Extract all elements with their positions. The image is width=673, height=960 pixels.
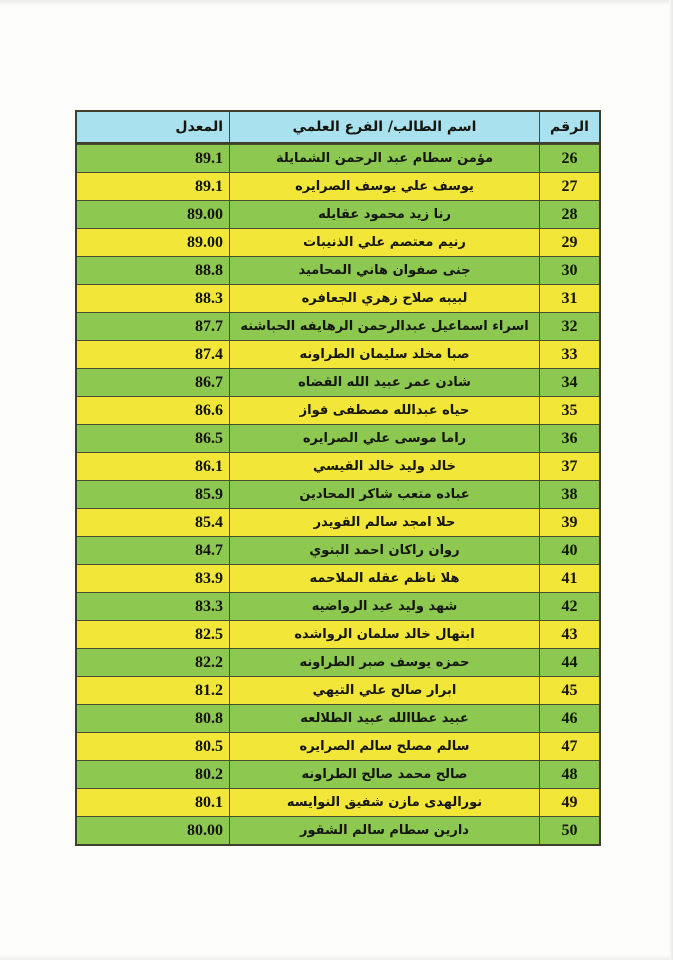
name-cell: صالح محمد صالح الطراونه [229, 761, 539, 788]
rank-cell: 31 [539, 285, 599, 312]
score-cell: 82.2 [195, 653, 223, 671]
rank-cell: 50 [539, 817, 599, 844]
table-row [77, 368, 599, 396]
name-cell: حياه عبدالله مصطفى فواز [229, 397, 539, 424]
name-cell: رنيم معتصم علي الذنيبات [229, 229, 539, 256]
table-row [77, 228, 599, 256]
rank-cell: 41 [539, 565, 599, 592]
name-cell: صبا مخلد سليمان الطراونه [229, 341, 539, 368]
rank-cell: 36 [539, 425, 599, 452]
score-cell: 86.6 [195, 401, 223, 419]
score-cell: 80.00 [187, 821, 223, 839]
score-cell: 85.9 [195, 485, 223, 503]
rank-cell: 47 [539, 733, 599, 760]
name-cell: شهد وليد عيد الرواضيه [229, 593, 539, 620]
rank-cell: 26 [539, 145, 599, 172]
rank-cell: 43 [539, 621, 599, 648]
score-cell: 84.7 [195, 541, 223, 559]
grades-table [75, 110, 601, 846]
name-cell: خالد وليد خالد القيسي [229, 453, 539, 480]
score-cell: 89.00 [187, 205, 223, 223]
rank-cell: 28 [539, 201, 599, 228]
rank-cell: 44 [539, 649, 599, 676]
table-row [77, 452, 599, 480]
name-cell: راما موسى علي الصرايره [229, 425, 539, 452]
rank-cell: 49 [539, 789, 599, 816]
score-cell: 86.5 [195, 429, 223, 447]
header-average: المعدل [175, 119, 223, 135]
rank-cell: 48 [539, 761, 599, 788]
score-cell: 88.3 [195, 289, 223, 307]
name-cell: يوسف علي يوسف الصرايره [229, 173, 539, 200]
score-cell: 80.1 [195, 793, 223, 811]
name-cell: سالم مصلح سالم الصرايره [229, 733, 539, 760]
rank-cell: 30 [539, 257, 599, 284]
table-row [77, 732, 599, 760]
name-cell: جنى صفوان هاني المحاميد [229, 257, 539, 284]
rank-cell: 32 [539, 313, 599, 340]
name-cell: عباده متعب شاكر المحادين [229, 481, 539, 508]
name-cell: حلا امجد سالم القويدر [229, 509, 539, 536]
rank-cell: 39 [539, 509, 599, 536]
rank-cell: 37 [539, 453, 599, 480]
name-cell: دارين سطام سالم الشقور [229, 817, 539, 844]
table-row [77, 340, 599, 368]
table-row [77, 592, 599, 620]
table-row [77, 200, 599, 228]
score-cell: 86.7 [195, 373, 223, 391]
name-cell: اسراء اسماعيل عبدالرحمن الرهايفه الحباشنه [229, 313, 539, 340]
rank-cell: 34 [539, 369, 599, 396]
rank-cell: 45 [539, 677, 599, 704]
score-cell: 85.4 [195, 513, 223, 531]
table-row [77, 396, 599, 424]
rank-cell: 27 [539, 173, 599, 200]
score-cell: 83.3 [195, 597, 223, 615]
table-row [77, 564, 599, 592]
score-cell: 80.2 [195, 765, 223, 783]
name-cell: روان راكان احمد البنوي [229, 537, 539, 564]
table-row [77, 508, 599, 536]
table-row [77, 424, 599, 452]
score-cell: 87.7 [195, 317, 223, 335]
table-row [77, 648, 599, 676]
table-row [77, 816, 599, 844]
score-cell: 89.1 [195, 149, 223, 167]
name-cell: ابتهال خالد سلمان الرواشده [229, 621, 539, 648]
table-row [77, 676, 599, 704]
name-cell: لبيبه صلاح زهري الجعافره [229, 285, 539, 312]
table-row [77, 312, 599, 340]
rank-cell: 38 [539, 481, 599, 508]
table-row [77, 536, 599, 564]
table-row [77, 480, 599, 508]
scan-edge [0, 0, 673, 6]
scan-edge [0, 954, 673, 960]
rank-cell: 33 [539, 341, 599, 368]
scan-edge [669, 0, 673, 960]
name-cell: ابرار صالح علي التيهي [229, 677, 539, 704]
table-row [77, 172, 599, 200]
table-row [77, 788, 599, 816]
score-cell: 82.5 [195, 625, 223, 643]
table-row [77, 704, 599, 732]
score-cell: 86.1 [195, 457, 223, 475]
rank-cell: 40 [539, 537, 599, 564]
score-cell: 88.8 [195, 261, 223, 279]
table-row [77, 256, 599, 284]
rank-cell: 42 [539, 593, 599, 620]
header-rank: الرقم [539, 112, 599, 142]
table-row [77, 284, 599, 312]
name-cell: نورالهدى مازن شفيق النوايسه [229, 789, 539, 816]
name-cell: شادن عمر عبيد الله القضاه [229, 369, 539, 396]
name-cell: مؤمن سطام عبد الرحمن الشمايلة [229, 145, 539, 172]
score-cell: 83.9 [195, 569, 223, 587]
score-cell: 81.2 [195, 681, 223, 699]
table-row [77, 144, 599, 172]
name-cell: رنا زيد محمود عقايله [229, 201, 539, 228]
name-cell: عبيد عطاالله عبيد الطلالعه [229, 705, 539, 732]
rank-cell: 29 [539, 229, 599, 256]
score-cell: 80.5 [195, 737, 223, 755]
name-cell: هلا ناظم عقله الملاحمه [229, 565, 539, 592]
score-cell: 87.4 [195, 345, 223, 363]
score-cell: 89.1 [195, 177, 223, 195]
table-header-row [77, 112, 599, 144]
rank-cell: 35 [539, 397, 599, 424]
header-student-name: اسم الطالب/ الفرع العلمي [229, 112, 539, 142]
name-cell: حمزه يوسف صبر الطراونه [229, 649, 539, 676]
table-row [77, 620, 599, 648]
table-row [77, 760, 599, 788]
score-cell: 89.00 [187, 233, 223, 251]
rank-cell: 46 [539, 705, 599, 732]
score-cell: 80.8 [195, 709, 223, 727]
